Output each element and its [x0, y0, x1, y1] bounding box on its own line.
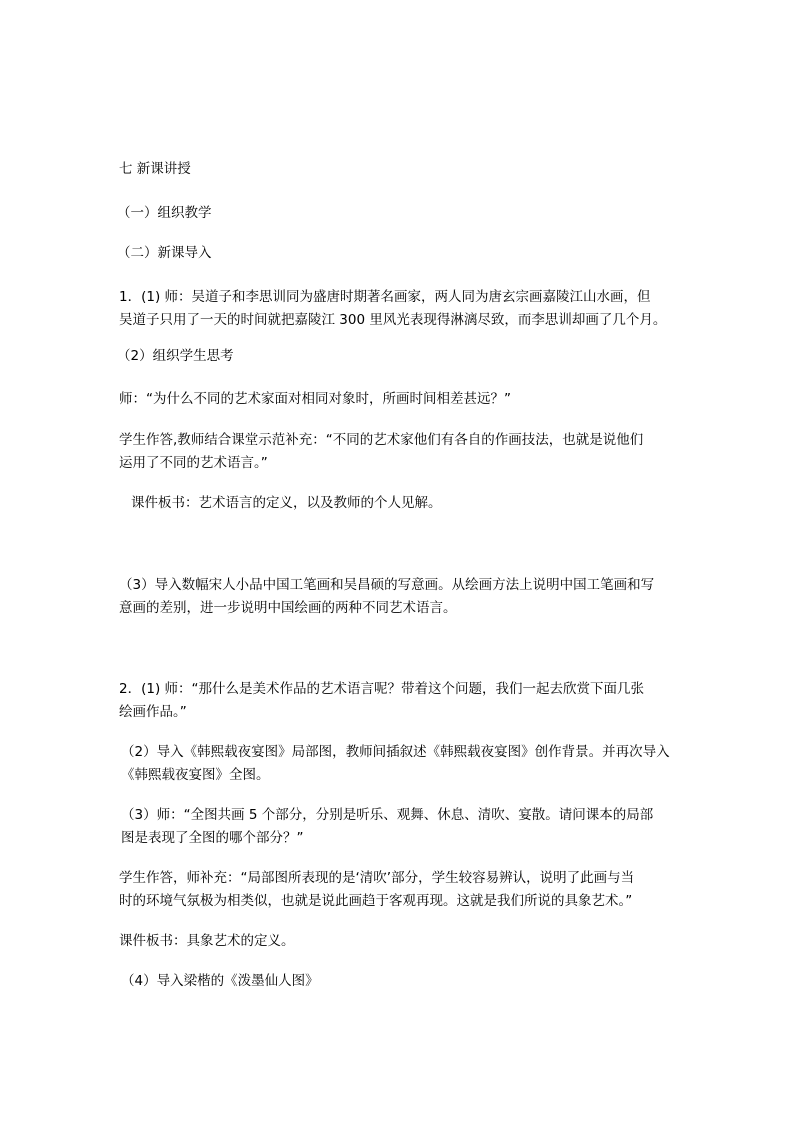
- paragraph-five-parts-line1: （3）师：“全图共画 5 个部分，分别是听乐、观舞、休息、清吹、宴散。请问课本的局部: [121, 807, 654, 823]
- paragraph-wu-daozi-line1: 1．(1) 师：吴道子和李思训同为盛唐时期著名画家，两人同为唐玄宗画嘉陵江山水画，但: [119, 289, 651, 305]
- paragraph-qingchui-answer-line1: 学生作答，师补充：“局部图所表现的是‘清吹’部分，学生较容易辨认，说明了此画与当: [119, 870, 635, 886]
- paragraph-new-lesson-intro: （二）新课导入: [117, 245, 212, 261]
- paragraph-art-language-question-line2: 绘画作品。”: [119, 704, 187, 720]
- paragraph-board-note-representational: 课件板书：具象艺术的定义。: [119, 933, 295, 949]
- paragraph-song-paintings-line2: 意画的差别，进一步说明中国绘画的两种不同艺术语言。: [119, 600, 457, 616]
- paragraph-board-note-art-language: 课件板书：艺术语言的定义，以及教师的个人见解。: [131, 495, 442, 511]
- paragraph-han-xizai-intro-line1: （2）导入《韩熙载夜宴图》局部图，教师间插叙述《韩熙载夜宴图》创作背景。并再次导入: [121, 744, 670, 760]
- paragraph-song-paintings-line1: （3）导入数幅宋人小品中国工笔画和吴昌硕的写意画。从绘画方法上说明中国工笔画和写: [119, 577, 655, 593]
- section-heading: 七 新课讲授: [119, 161, 191, 177]
- paragraph-liang-kai-intro: （4）导入梁楷的《泼墨仙人图》: [121, 973, 319, 989]
- paragraph-qingchui-answer-line2: 时的环境气氛极为相类似，也就是说此画趋于客观再现。这就是我们所说的具象艺术。”: [119, 893, 633, 909]
- paragraph-five-parts-line2: 图是表现了全图的哪个部分？”: [121, 830, 304, 846]
- paragraph-teacher-question: 师：“为什么不同的艺术家面对相同对象时，所画时间相差甚远？”: [119, 391, 511, 407]
- paragraph-student-answer-line2: 运用了不同的艺术语言。”: [119, 455, 268, 471]
- paragraph-organize-teaching: （一）组织教学: [117, 205, 212, 221]
- paragraph-student-answer-line1: 学生作答,教师结合课堂示范补充：“不同的艺术家他们有各自的作画技法，也就是说他们: [119, 432, 644, 448]
- paragraph-han-xizai-intro-line2: 《韩熙载夜宴图》全图。: [121, 767, 270, 783]
- paragraph-art-language-question-line1: 2．(1) 师：“那什么是美术作品的艺术语言呢？带着这个问题，我们一起去欣赏下面几张: [119, 681, 644, 697]
- paragraph-wu-daozi-line2: 吴道子只用了一天的时间就把嘉陵江 300 里风光表现得淋漓尽致，而李思训却画了几个月。: [119, 312, 667, 328]
- paragraph-organize-thinking: （2）组织学生思考: [117, 348, 234, 364]
